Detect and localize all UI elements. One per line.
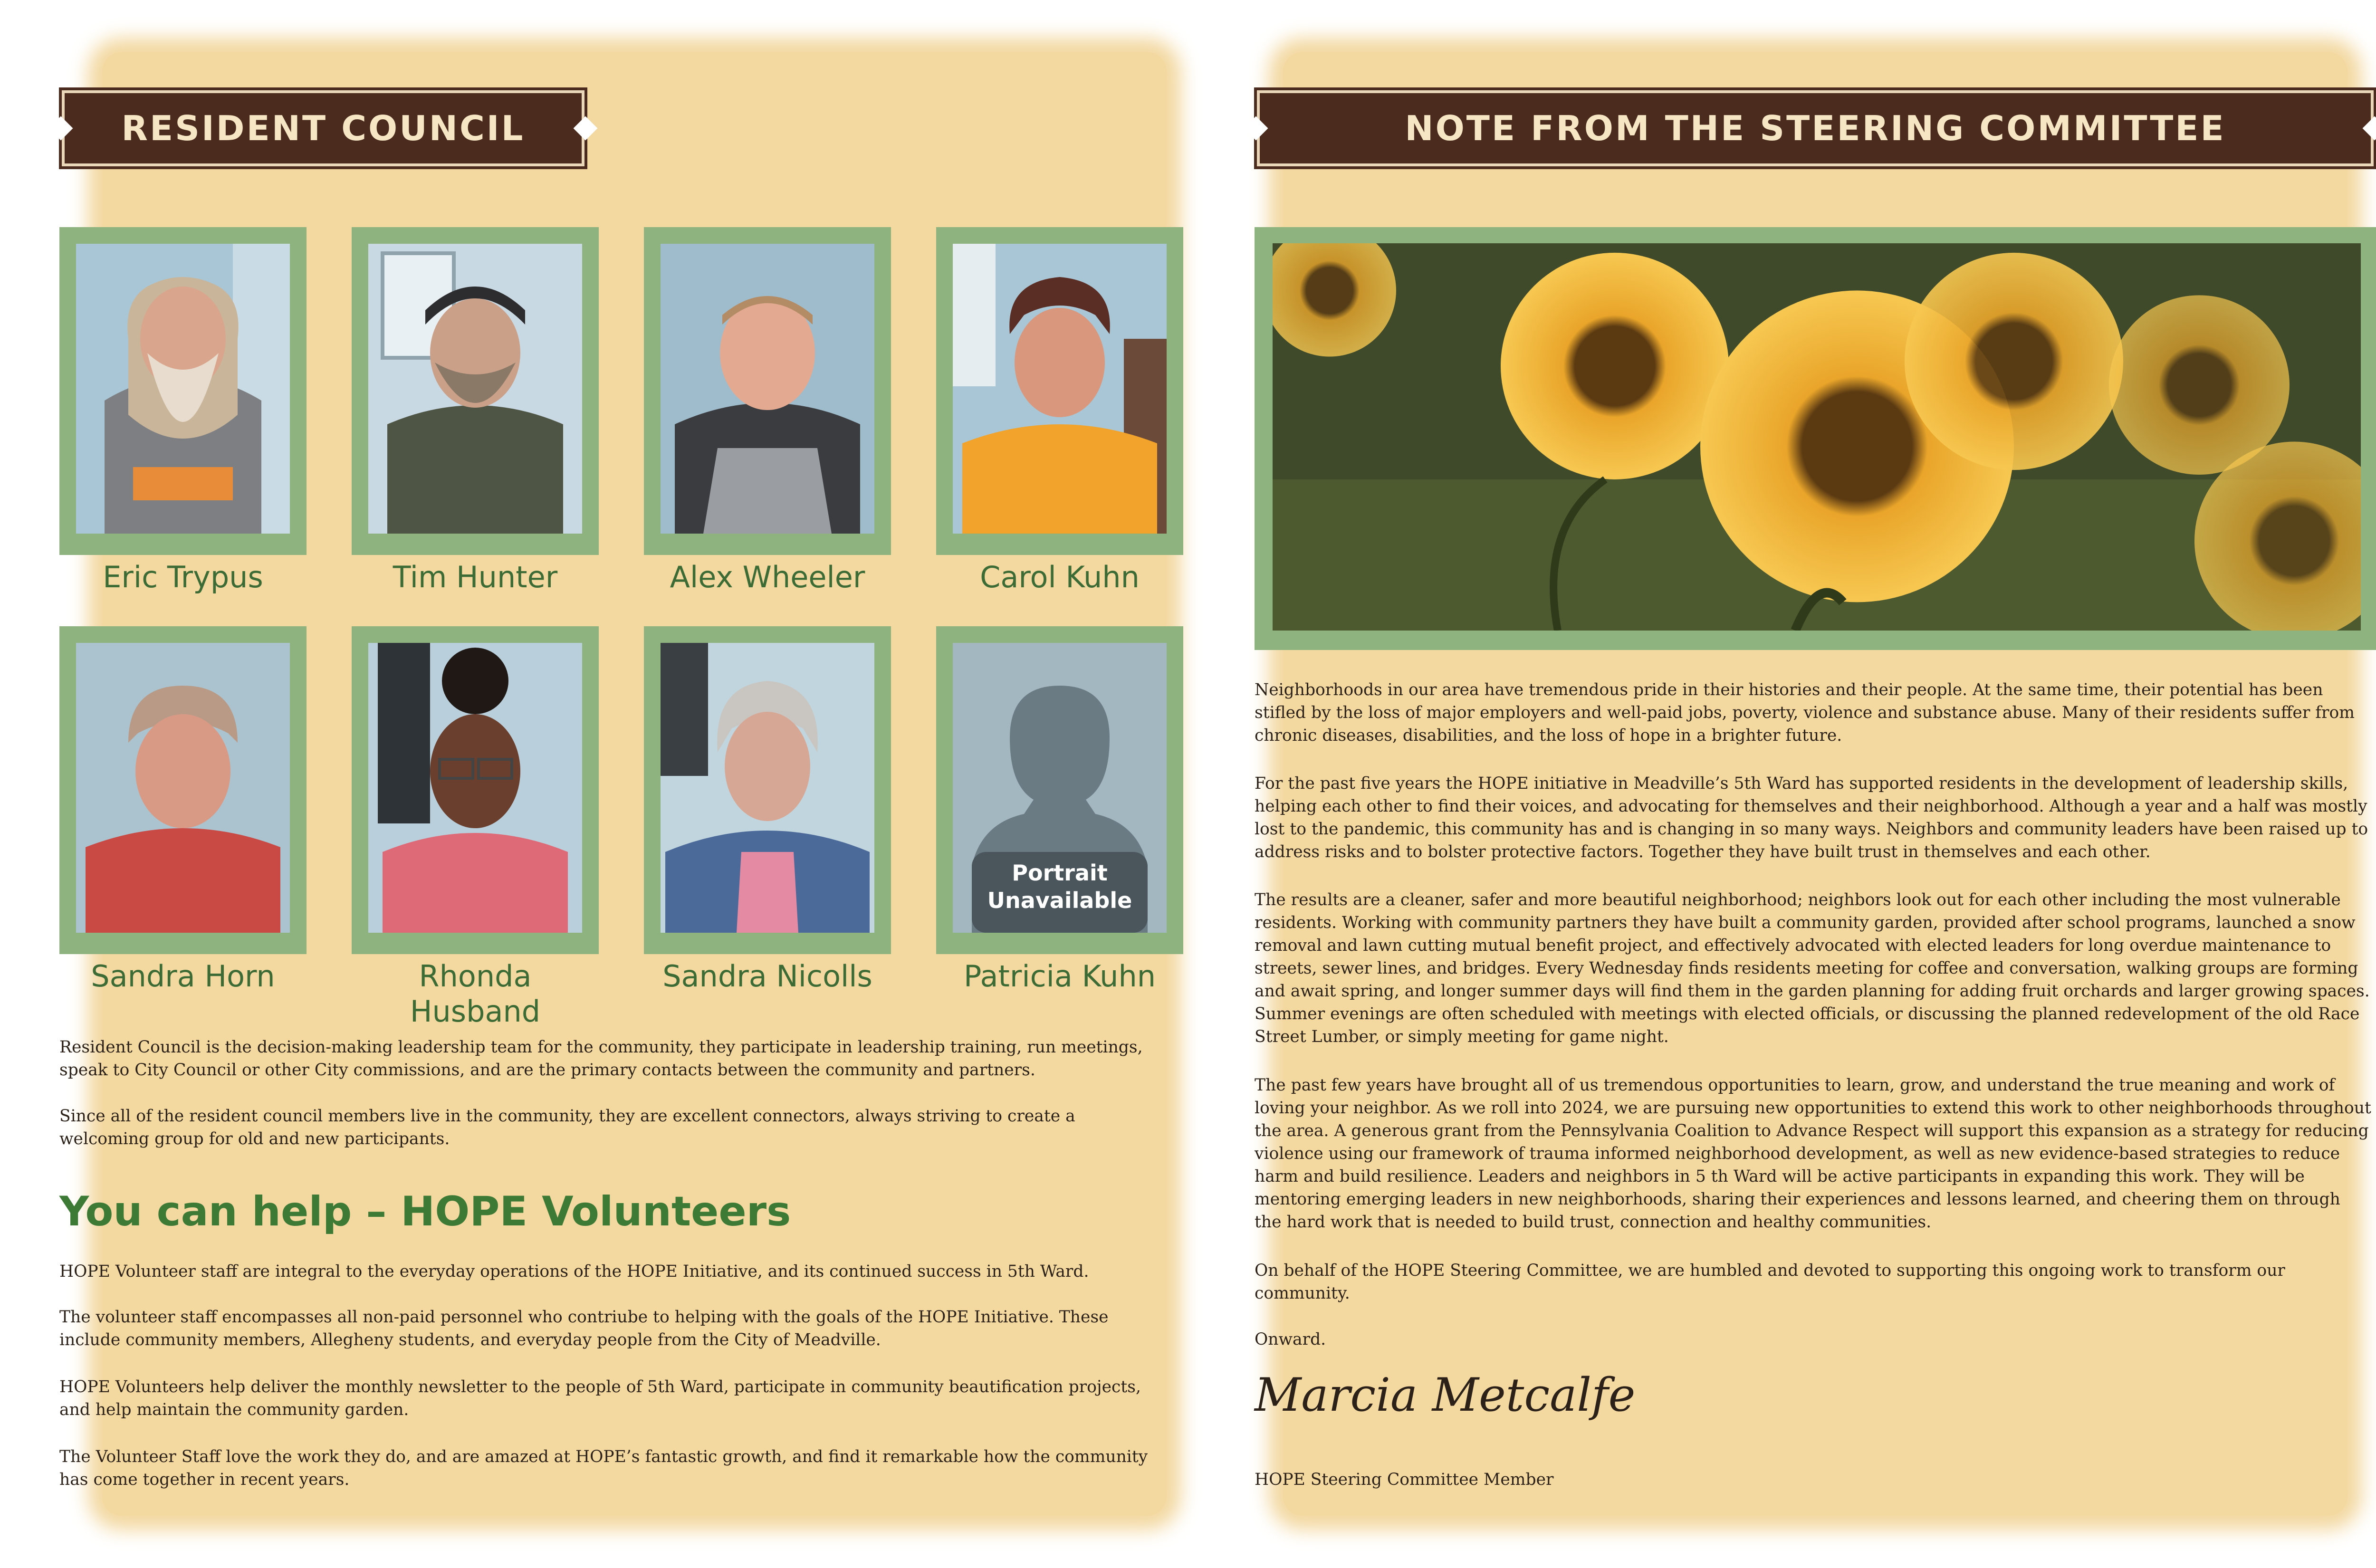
- portrait-photo: [76, 244, 290, 534]
- portrait-name: Patricia Kuhn: [963, 959, 1156, 994]
- resident-council-banner: [62, 90, 584, 166]
- note-paragraph: The results are a cleaner, safer and more beautiful neighborhood; neighbors look out for each other including the most vulnerable residents. Working with community partners they have built a community garden, provided after school programs, launched a snow removal and lawn cutting mutual benefit project, and effectively advocated with elected leaders for long overdue maintenance to streets, sewer lines, and bridges. Every Wednesday finds residents meeting for coffee and conversation, walking groups are forming and await spring, and longer summer days will find them in the garden planning for adding fruit orchards and larger growing spaces. Summer evenings are often scheduled with meetings with elected officials, or discussing the planned redevelopment of the old Race Street Lumber, or simply meeting for game night.: [1255, 890, 2370, 1046]
- portrait-name: Tim Hunter: [393, 560, 558, 594]
- steering-committee-banner: [1257, 90, 2374, 166]
- volunteer-paragraph: The Volunteer Staff love the work they do, and are amazed at HOPE’s fantastic growth, and find it remarkable how the community has come together in recent years.: [59, 1447, 1148, 1489]
- volunteers-heading: You can help – HOPE Volunteers: [59, 1188, 791, 1235]
- placeholder-text: Portrait Unavailable: [987, 860, 1132, 913]
- council-paragraph: Since all of the resident council members live in the community, they are excellent connectors, always striving to create a welcoming group for old and new participants.: [59, 1107, 1075, 1148]
- portrait-name: Rhonda Husband: [410, 959, 541, 1029]
- portrait-photo: [368, 643, 582, 933]
- portrait-name: Sandra Horn: [91, 959, 275, 994]
- sunflower-photo: [1273, 243, 2361, 631]
- portrait-photo: [76, 643, 290, 933]
- council-paragraph: Resident Council is the decision-making leadership team for the community, they participate in leadership training, run meetings, speak to City Council or other City commissions, and are the primary contacts between the community and partners.: [59, 1038, 1143, 1080]
- closing-line: Onward.: [1255, 1330, 1326, 1349]
- note-paragraph: On behalf of the HOPE Steering Committee, we are humbled and devoted to supporting this ongoing work to transform our community.: [1255, 1261, 2285, 1303]
- signer-title: HOPE Steering Committee Member: [1255, 1470, 1554, 1489]
- note-paragraph: The past few years have brought all of us tremendous opportunities to learn, grow, and understand the true meaning and work of loving your neighbor. As we roll into 2024, we are pursuing new opportunities to extend this work to other neighborhoods throughout the area. A generous grant from the Pennsylvania Coalition to Advance Respect will support this expansion as a strategy for reducing violence using our framework of trauma informed neighborhood development, as well as new evidence-based strategies to reduce harm and build resilience. Leaders and neighbors in 5 th Ward will be active participants in expanding this work. They will be mentoring emerging leaders in new neighborhoods, sharing their experiences and lessons learned, and cheering them on through the hard work that is needed to build trust, connection and healthy communities.: [1255, 1076, 2371, 1232]
- volunteer-paragraph: The volunteer staff encompasses all non-paid personnel who contriube to helping with the goals of the HOPE Initiative. These include community members, Allegheny students, and everyday people from the City of Meadville.: [59, 1308, 1109, 1349]
- signature: Marcia Metcalfe: [1255, 1368, 1636, 1422]
- note-paragraph: Neighborhoods in our area have tremendous pride in their histories and their people. At the same time, their potential has been stifled by the loss of major employers and well-paid jobs, poverty, violence and substance abuse. Many of their residents suffer from chronic diseases, disabilities, and the loss of hope in a brighter future.: [1255, 680, 2355, 745]
- portrait-photo: [368, 244, 582, 534]
- note-paragraph: For the past five years the HOPE initiative in Meadville’s 5th Ward has supported residents in the development of leadership skills, helping each other to find their voices, and advocating for themselves and their neighborhood. Although a year and a half was mostly lost to the pandemic, this community has and is changing in so many ways. Neighbors and community leaders have been raised up to address risks and to bolster protective factors. Together they have built trust in themselves and each other.: [1255, 774, 2368, 861]
- portrait-name: Eric Trypus: [103, 560, 263, 594]
- portrait-photo: [661, 244, 874, 534]
- portrait-photo: [953, 244, 1167, 534]
- volunteer-paragraph: HOPE Volunteer staff are integral to the everyday operations of the HOPE Initiative, and its continued success in 5th Ward.: [59, 1262, 1089, 1281]
- portrait-name: Carol Kuhn: [980, 560, 1140, 594]
- portrait-name: Alex Wheeler: [670, 560, 865, 594]
- portrait-photo: [661, 643, 874, 933]
- portrait-name: Sandra Nicolls: [662, 959, 872, 994]
- banner-title: NOTE FROM THE STEERING COMMITTEE: [1405, 108, 2226, 148]
- volunteer-paragraph: HOPE Volunteers help deliver the monthly newsletter to the people of 5th Ward, participate in community beautification projects, and help maintain the community garden.: [59, 1377, 1141, 1419]
- banner-title: RESIDENT COUNCIL: [121, 108, 525, 148]
